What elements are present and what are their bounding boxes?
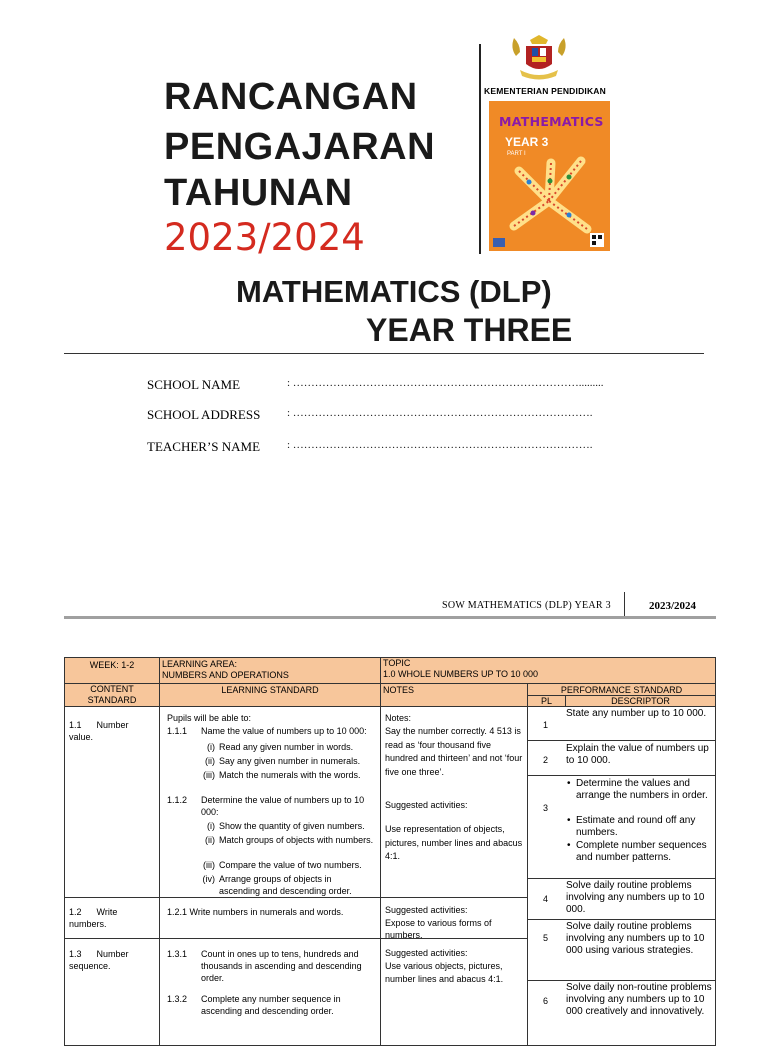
ls-code: 1.1.1 — [167, 726, 188, 736]
field-label: SCHOOL NAME — [147, 377, 241, 392]
suggested-activities-text: Use various objects, pictures, number lines and abacus 4:1. — [385, 961, 504, 985]
ls-text: Count in ones up to tens, hundreds and thousands in ascending and descending order. — [201, 949, 362, 984]
header-text: NOTES — [383, 685, 415, 695]
pl-level: 2 — [542, 755, 548, 765]
content-standard-1-1 — [69, 719, 153, 743]
header-text: LEARNING STANDARD — [221, 685, 319, 695]
pl-row-6 — [527, 980, 716, 1046]
header-text: STANDARD — [87, 695, 137, 706]
subject-year: YEAR THREE — [366, 312, 573, 348]
ls-text: Name the value of numbers up to 10 000: — [201, 726, 367, 736]
textbook-cover — [489, 101, 610, 251]
page-header-rule — [64, 616, 716, 619]
content-standard-column — [64, 706, 160, 1046]
pl-row-2 — [527, 740, 716, 776]
ls-text: Determine the value of numbers up to 10 000: — [201, 795, 365, 818]
topic-value: 1.0 WHOLE NUMBERS UP TO 10 000 — [383, 668, 539, 679]
cs-number: 1.3 — [69, 949, 82, 959]
pl-descriptor: Solve daily routine problems involving any numbers up to 10 000. — [566, 880, 705, 916]
pl-row-4 — [527, 878, 716, 920]
roman-numeral: (iv) — [202, 874, 215, 884]
school-address-field — [147, 407, 593, 423]
learning-area-value: NUMBERS AND OPERATIONS — [162, 669, 289, 680]
plan-title-line-2: PENGAJARAN — [164, 126, 436, 168]
cs-number: 1.2 — [69, 907, 82, 917]
ls-code: 1.3.1 — [167, 949, 188, 959]
content-standard-header — [64, 683, 160, 707]
pl-descriptor: Solve daily routine problems involving any numbers up to 10 000 using various strategies. — [566, 921, 705, 957]
pl-descriptor: Explain the value of numbers up to 10 000. — [566, 743, 709, 767]
field-value: : ………………………………………………………………………. — [287, 407, 593, 419]
cover-divider — [479, 44, 481, 254]
cs-label: sequence. — [69, 961, 111, 972]
content-standard-1-2 — [69, 906, 153, 930]
content-standard-1-3 — [69, 948, 153, 972]
topic-cell — [380, 657, 716, 684]
field-value: : ……………………………………………………………………......... — [287, 377, 604, 389]
learning-standards-1-1 — [163, 712, 377, 902]
roman-numeral: (ii) — [205, 756, 215, 766]
learning-standard-1-2-1: 1.2.1 Write numbers in numerals and words. — [167, 907, 344, 917]
book-title: MATHEMATICS — [499, 114, 604, 129]
pl-level: 4 — [542, 894, 548, 904]
topic-label: TOPIC — [383, 658, 411, 668]
field-label: TEACHER’S NAME — [147, 439, 261, 454]
plan-title-line-1: RANCANGAN — [164, 76, 418, 118]
week-cell — [64, 657, 160, 684]
cover-rule — [64, 353, 704, 354]
pl-row-3 — [527, 775, 716, 879]
roman-numeral: (iii) — [203, 770, 215, 780]
pl-level: 3 — [542, 803, 548, 813]
ministry-label: KEMENTERIAN PENDIDIKAN — [484, 86, 606, 96]
book-part: PART I — [507, 151, 526, 157]
suggested-activities-heading: Suggested activities: — [385, 948, 468, 958]
intro-text: Pupils will be able to: — [167, 713, 252, 723]
notes-header — [380, 683, 528, 707]
cs-label: Number — [96, 949, 129, 959]
scheme-of-work-table — [64, 657, 716, 1024]
suggested-activities-text: Use representation of objects, pictures, number lines and abacus 4:1. — [385, 824, 523, 861]
sub-text: Read any given number in words. — [219, 742, 354, 752]
suggested-activities-text: Expose to various forms of numbers. — [385, 918, 492, 941]
learning-standards-1-3 — [163, 948, 377, 1028]
header-text: DESCRIPTOR — [611, 696, 670, 706]
suggested-activities-heading: Suggested activities: — [385, 905, 468, 915]
roman-numeral: (i) — [207, 821, 215, 831]
roman-numeral: (ii) — [205, 835, 215, 845]
pl-row-1 — [527, 706, 716, 741]
header-text: PERFORMANCE STANDARD — [560, 685, 683, 695]
week-label: WEEK: 1-2 — [89, 660, 135, 670]
academic-year: 2023/2024 — [164, 216, 365, 259]
page-header-divider — [624, 592, 625, 616]
cs-label: Number — [96, 720, 129, 730]
pl-level: 1 — [542, 720, 548, 730]
pl-descriptor: Solve daily non-routine problems involving any numbers up to 10 000 creatively and innovatively. — [566, 982, 712, 1018]
school-name-field — [147, 377, 604, 393]
notes-text: Say the number correctly. 4 513 is read as ‘four thousand five hundred and thirteen’ and not ‘four five one three’. — [385, 726, 523, 777]
notes-heading: Notes: — [385, 713, 412, 723]
suggested-activities-heading: Suggested activities: — [385, 800, 468, 810]
sub-text: Say any given number in numerals. — [219, 756, 361, 766]
header-text: CONTENT — [90, 684, 134, 694]
pl-bullet: • Determine the values and arrange the numbers in order. — [576, 778, 711, 802]
learning-area-cell — [159, 657, 381, 684]
pl-bullet: • Estimate and round off any numbers. — [576, 815, 711, 839]
ls-code: 1.3.2 — [167, 994, 188, 1004]
page-header-year: 2023/2024 — [649, 600, 697, 612]
coat-of-arms-icon — [506, 34, 572, 84]
ls-code: 1.1.2 — [167, 795, 188, 805]
roman-numeral: (i) — [207, 742, 215, 752]
book-year: YEAR 3 — [505, 135, 549, 149]
subject-title: MATHEMATICS (DLP) — [236, 274, 552, 309]
header-text: PL — [540, 696, 552, 706]
teacher-name-field — [147, 439, 593, 455]
page-header-title: SOW MATHEMATICS (DLP) YEAR 3 — [442, 600, 611, 611]
ls-text: Complete any number sequence in ascending and descending order. — [201, 994, 341, 1017]
sub-text: Show the quantity of given numbers. — [219, 821, 365, 831]
cs-label: numbers. — [69, 919, 107, 930]
pl-descriptor: State any number up to 10 000. — [566, 708, 707, 719]
pl-level: 6 — [542, 996, 548, 1006]
abacus-star-icon — [489, 101, 610, 251]
pl-level: 5 — [542, 933, 548, 943]
cs-label: value. — [69, 732, 94, 743]
pl-row-5 — [527, 919, 716, 981]
roman-numeral: (iii) — [203, 860, 215, 870]
learning-standard-header — [159, 683, 381, 707]
cs-label: Write — [96, 907, 118, 917]
field-value: : ………………………………………………………………………. — [287, 439, 593, 451]
cs-number: 1.1 — [69, 720, 82, 730]
plan-title-line-3: TAHUNAN — [164, 172, 353, 214]
field-label: SCHOOL ADDRESS — [147, 407, 261, 422]
sub-text: Match groups of objects with numbers. — [219, 835, 374, 845]
sub-text: Compare the value of two numbers. — [219, 860, 362, 870]
sub-text: Arrange groups of objects in ascending and descending order. — [219, 874, 352, 897]
pl-bullet: • Complete number sequences and number patterns. — [576, 840, 711, 864]
sub-text: Match the numerals with the words. — [219, 770, 361, 780]
learning-area-label: LEARNING AREA: — [162, 659, 238, 669]
